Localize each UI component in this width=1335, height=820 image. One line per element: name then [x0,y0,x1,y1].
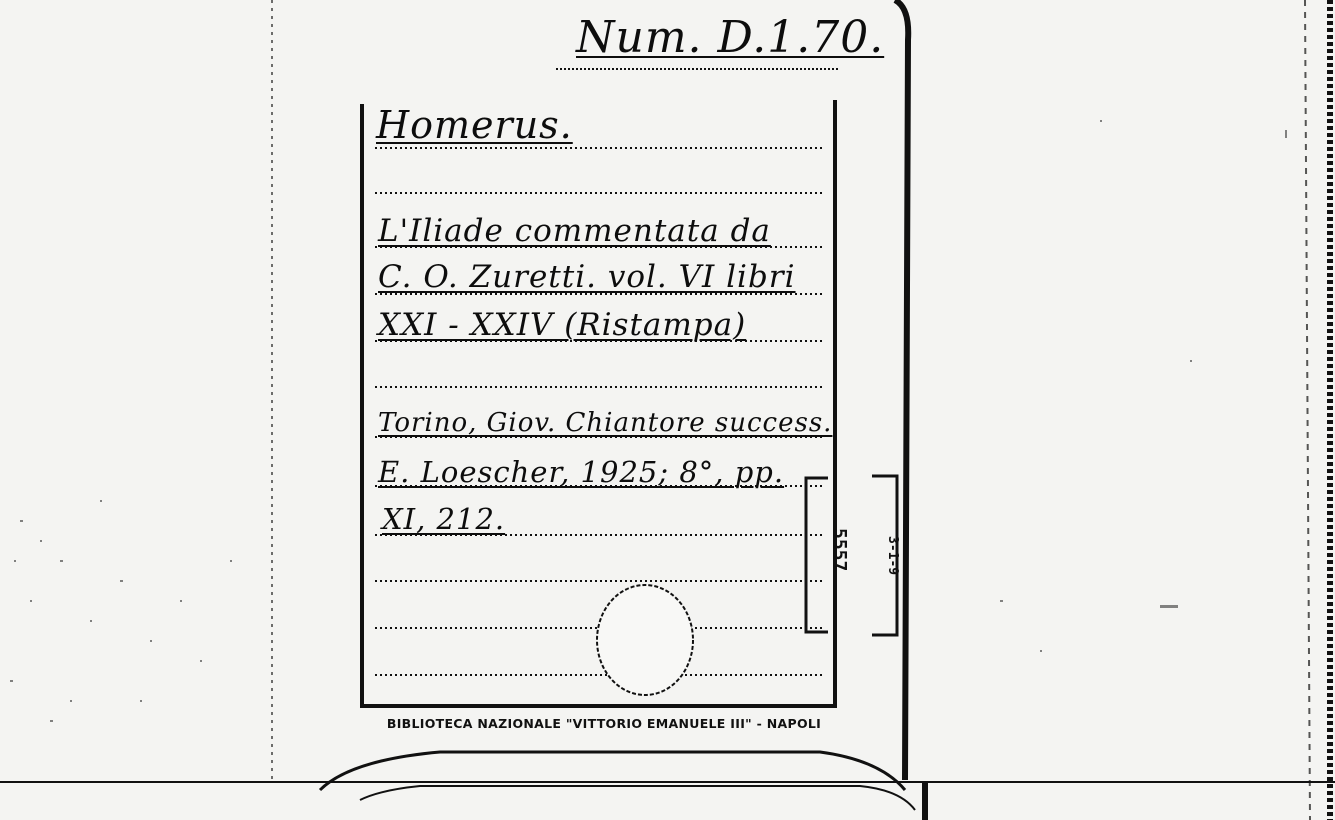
title-line-1: L'Iliade commentata da [378,213,771,249]
author-heading: Homerus. [376,103,573,147]
card-border [362,100,836,708]
side-mark-text: 3-1-9 [885,536,900,576]
title-line-2: C. O. Zuretti. vol. VI libri [378,259,796,295]
card-number: Num. D.1.70. [576,12,885,63]
shelfmark-text: 5557 [829,528,850,572]
library-imprint: BIBLIOTECA NAZIONALE "VITTORIO EMANUELE III" - NAPOLI [386,716,822,731]
imprint-line-1: Torino, Giov. Chiantore success. [378,408,833,438]
punch-hole [597,585,693,695]
imprint-line-2: E. Loescher, 1925; 8°, pp. [378,455,785,489]
title-line-3: XXI - XXIV (Ristampa) [378,307,747,343]
imprint-line-3: XI, 212. [382,502,506,536]
shelfmark-bracket [806,476,897,635]
shelfmark [828,528,848,608]
